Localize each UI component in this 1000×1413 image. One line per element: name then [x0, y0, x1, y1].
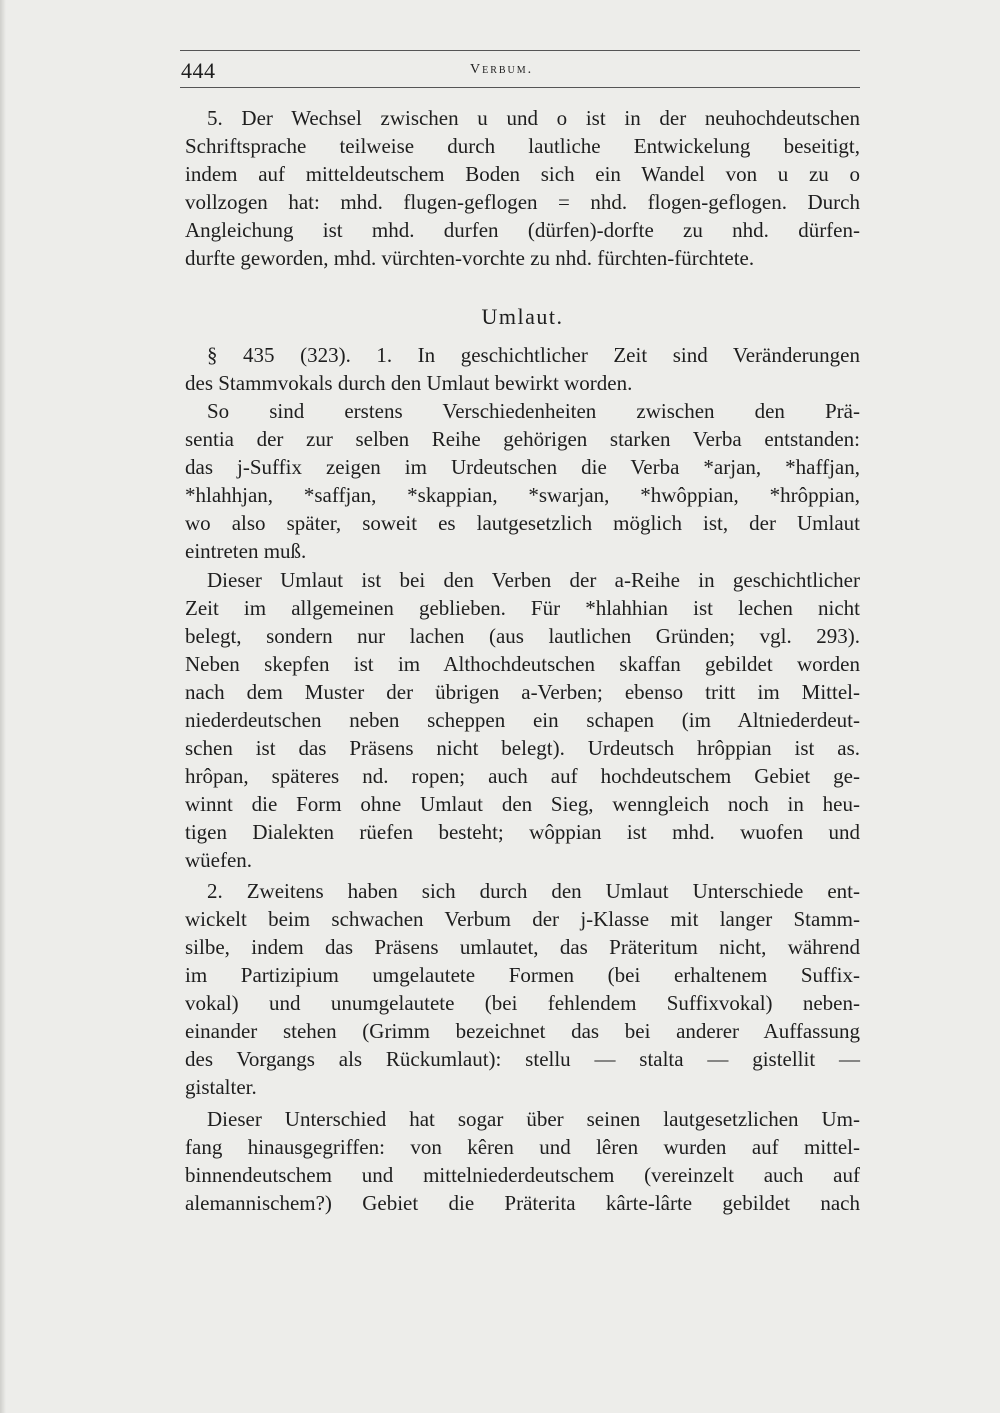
paragraph-unterschied — [185, 1105, 860, 1217]
text-line: niederdeutschen neben scheppen ein schapen (im Altniederdeut- — [185, 708, 860, 732]
text-line: gistalter. — [185, 1075, 257, 1099]
text-line: alemannischem?) Gebiet die Präterita kârte-lârte gebildet nach — [185, 1191, 860, 1215]
text-line: § 435 (323). 1. In geschichtlicher Zeit sind Veränderungen — [207, 343, 860, 367]
text-line: indem auf mitteldeutschem Boden sich ein Wandel von u zu o — [185, 162, 860, 186]
text-line: des Stammvokals durch den Umlaut bewirkt worden. — [185, 371, 633, 395]
text-line: fang hinausgegriffen: von kêren und lêren wurden auf mittel- — [185, 1135, 860, 1159]
text-line: Zeit im allgemeinen geblieben. Für *hlahhian ist lechen nicht — [185, 596, 860, 620]
text-line: silbe, indem das Präsens umlautet, das Präteritum nicht, während — [185, 935, 860, 959]
text-line: vokal) und unumgelautete (bei fehlendem Suffixvokal) neben- — [185, 991, 860, 1015]
text-line: Dieser Umlaut ist bei den Verben der a-Reihe in geschichtlicher — [207, 568, 860, 592]
text-line: wüefen. — [185, 848, 253, 872]
text-line: wickelt beim schwachen Verbum der j-Klasse mit langer Stamm- — [185, 907, 860, 931]
text-line: sentia der zur selben Reihe gehörigen starken Verba entstanden: — [185, 427, 860, 451]
text-line: durfte geworden, mhd. vürchten-vorchte zu nhd. fürchten-fürchtete. — [185, 246, 755, 270]
section-heading: Umlaut. — [481, 304, 564, 329]
text-line: eintreten muß. — [185, 539, 307, 563]
text-line: Neben skepfen ist im Althochdeutschen skaffan gebildet worden — [185, 652, 860, 676]
text-line: winnt die Form ohne Umlaut den Sieg, wenngleich noch in heu- — [185, 792, 860, 816]
text-line: einander stehen (Grimm bezeichnet das bei anderer Auffassung — [185, 1019, 860, 1043]
text-line: des Vorgangs als Rückumlaut): stellu — stalta — gistellit — — [185, 1047, 860, 1071]
text-line: 2. Zweitens haben sich durch den Umlaut Unterschiede ent- — [207, 879, 860, 903]
running-title: Verbum. — [470, 62, 534, 77]
text-line: nach dem Muster der übrigen a-Verben; ebenso tritt im Mittel- — [185, 680, 860, 704]
text-line: binnendeutschem und mittelniederdeutschem (vereinzelt auch auf — [185, 1163, 860, 1187]
text-line: schen ist das Präsens nicht belegt). Urdeutsch hrôppian ist as. — [185, 736, 860, 760]
paragraph-dieser-umlaut — [185, 566, 860, 874]
paragraph-2 — [185, 877, 860, 1101]
text-line: *hlahhjan, *saffjan, *skappian, *swarjan, *hwôppian, *hrôppian, — [185, 483, 860, 507]
text-line: Schriftsprache teilweise durch lautliche Entwickelung beseitigt, — [185, 134, 860, 158]
text-line: hrôpan, späteres nd. ropen; auch auf hochdeutschem Gebiet ge- — [185, 764, 860, 788]
text-line: Angleichung ist mhd. durfen (dürfen)-dorfte zu nhd. dürfen- — [185, 218, 860, 242]
paragraph-5 — [185, 104, 860, 272]
header-rule-bottom — [180, 87, 860, 88]
paragraph-erstens — [185, 397, 860, 565]
text-line: das j-Suffix zeigen im Urdeutschen die Verba *arjan, *haffjan, — [185, 455, 860, 479]
text-line: im Partizipium umgelautete Formen (bei erhaltenem Suffix- — [185, 963, 860, 987]
header-rule-top — [180, 50, 860, 51]
text-line: wo also später, soweit es lautgesetzlich möglich ist, der Umlaut — [185, 511, 860, 535]
page-number: 444 — [181, 58, 216, 83]
text-line: belegt, sondern nur lachen (aus lautlichen Gründen; vgl. 293). — [185, 624, 860, 648]
text-line: 5. Der Wechsel zwischen u und o ist in der neuhochdeutschen — [207, 106, 860, 130]
text-line: So sind erstens Verschiedenheiten zwischen den Prä- — [207, 399, 860, 423]
text-line: tigen Dialekten rüefen besteht; wôppian ist mhd. wuofen und — [185, 820, 860, 844]
text-line: Dieser Unterschied hat sogar über seinen lautgesetzlichen Um- — [207, 1107, 860, 1131]
paragraph-435 — [185, 341, 860, 397]
text-line: vollzogen hat: mhd. flugen-geflogen = nhd. flogen-geflogen. Durch — [185, 190, 860, 214]
